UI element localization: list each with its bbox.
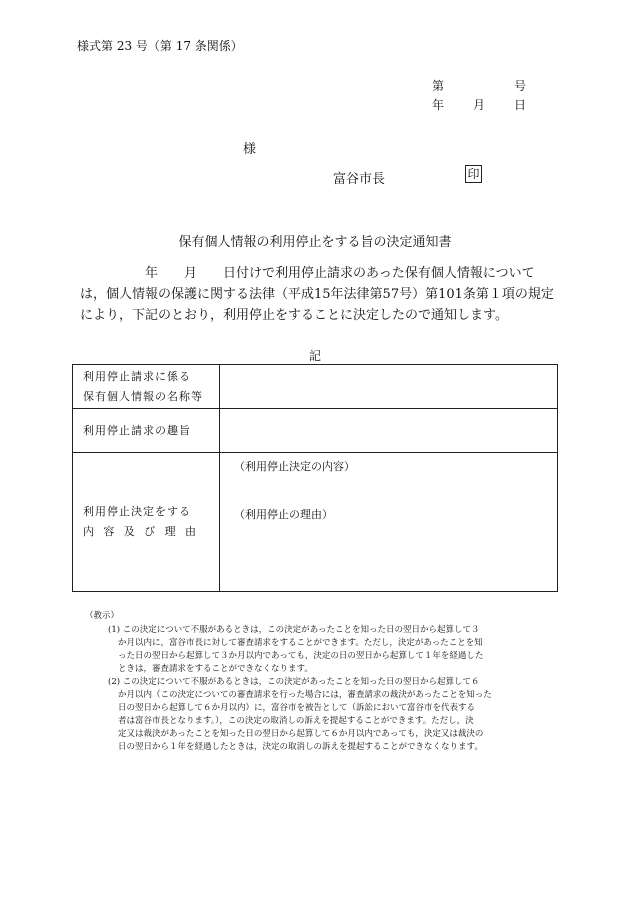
form-number: 様式第 23 号（第 17 条関係） <box>77 39 243 53</box>
decision-table <box>72 364 558 592</box>
row3-label-line2 <box>83 522 197 542</box>
note-2-line-4: 者は富谷市長となります。），この決定の取消しの訴えを提起することができます。ただし，決 <box>118 716 474 726</box>
note-2-line-1: (2) この決定について不服があるときは，この決定があったことを知った日の翌日から起算して６ <box>108 677 480 687</box>
row3-char-6: 由 <box>184 525 197 538</box>
row1-label <box>73 365 220 409</box>
note-2-line-3: 日の翌日から起算して６か月以内）に，富谷市を被告として（訴訟において富谷市を代表する <box>118 703 476 713</box>
addressee-honorific: 様 <box>243 142 257 157</box>
note-2-line-5: 定又は裁決があったことを知った日の翌日から起算して６か月以内であっても，決定又は裁決の <box>118 729 484 739</box>
row1-value <box>220 365 558 409</box>
row1-label-line2: 保有個人情報の名称等 <box>83 389 203 403</box>
sender-name: 富谷市長 <box>333 172 386 187</box>
doc-number-suffix: 号 <box>514 79 527 93</box>
body-line-1: 年 月 日付けで利用停止請求のあった保有個人情報について <box>80 266 535 281</box>
note-1-line-3: った日の翌日から起算して３か月以内であっても，決定の日の翌日から起算して１年を経過した <box>118 651 484 661</box>
row3-char-1: 内 <box>83 525 95 538</box>
body-line-3: により，下記のとおり，利用停止をすることに決定したので通知します。 <box>80 308 508 323</box>
document-title: 保有個人情報の利用停止をする旨の決定通知書 <box>178 235 452 250</box>
row3-char-4: び <box>144 525 157 538</box>
note-1-line-2: か月以内に，富谷市長に対して審査請求をすることができます。ただし，決定があったことを知 <box>118 638 483 648</box>
row3-char-5: 理 <box>164 525 177 538</box>
body-paragraph <box>80 263 554 326</box>
note-1-line-1: (1) この決定について不服があるときは，この決定があったことを知った日の翌日から起算して３ <box>108 625 480 635</box>
row3-content-decision: （利用停止決定の内容） <box>234 460 355 473</box>
row1-label-line1: 利用停止請求に係る <box>83 369 191 383</box>
doc-number-prefix: 第 <box>432 79 445 93</box>
date-year: 年 <box>432 98 445 112</box>
row3-char-2: 容 <box>103 525 116 538</box>
row3-label-line1: 利用停止決定をする <box>83 505 191 518</box>
note-1-line-4: ときは，審査請求をすることができなくなります。 <box>118 664 313 674</box>
seal-mark: 印 <box>465 165 482 183</box>
note-2 <box>108 676 558 754</box>
note-2-line-2: か月以内（この決定についての審査請求を行った場合には，審査請求の裁決があったことを知った <box>118 690 492 700</box>
row3-char-3: 及 <box>123 525 136 538</box>
row2-value <box>220 409 558 453</box>
row3-content-reason: （利用停止の理由） <box>234 508 333 521</box>
row3-value <box>220 453 558 592</box>
date-month: 月 <box>473 98 486 112</box>
ki-heading: 記 <box>308 349 321 363</box>
body-line-2: は，個人情報の保護に関する法律（平成15年法律第57号）第101条第１項の規定 <box>80 287 554 302</box>
row3-label <box>73 453 220 592</box>
note-2-line-6: 日の翌日から１年を経過したときは，決定の取消しの訴えを提起することができなくなります。 <box>118 742 483 752</box>
date-day: 日 <box>514 98 527 112</box>
row2-label: 利用停止請求の趣旨 <box>73 409 220 453</box>
note-1 <box>108 624 558 676</box>
notes-heading: （教示） <box>85 611 120 621</box>
